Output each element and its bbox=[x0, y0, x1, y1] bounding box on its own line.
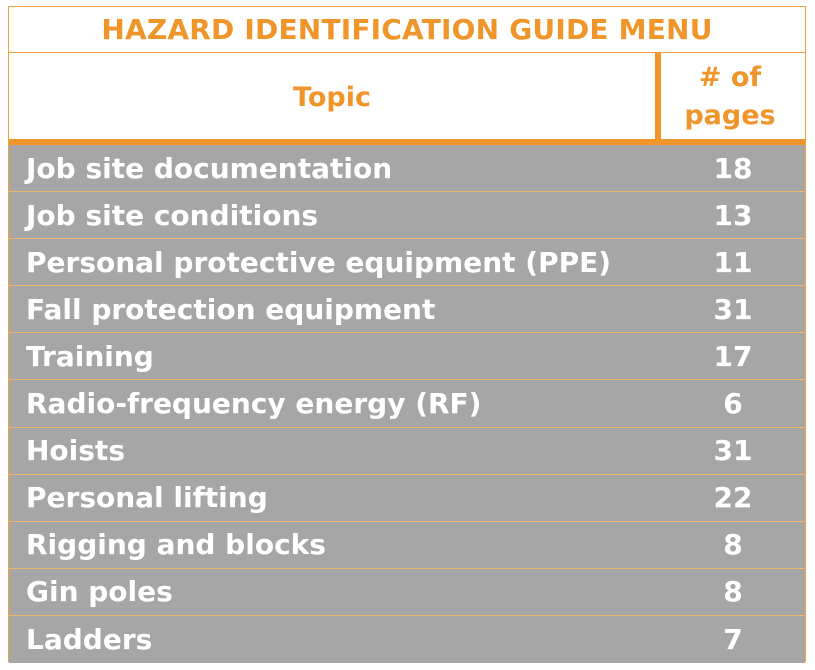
table-row bbox=[9, 569, 805, 616]
row-topic: Radio-frequency energy (RF) bbox=[26, 387, 482, 421]
table-row bbox=[9, 475, 805, 522]
table-row bbox=[9, 333, 805, 380]
table-row bbox=[9, 286, 805, 333]
row-pages: 22 bbox=[713, 481, 753, 515]
header-pages bbox=[655, 53, 805, 141]
row-pages: 8 bbox=[723, 528, 743, 562]
row-topic: Job site documentation bbox=[26, 151, 393, 185]
row-topic: Rigging and blocks bbox=[26, 528, 326, 562]
row-pages: 18 bbox=[713, 151, 753, 185]
row-pages: 6 bbox=[723, 387, 743, 421]
table-row bbox=[9, 239, 805, 286]
table-body bbox=[9, 145, 805, 663]
row-topic: Job site conditions bbox=[26, 198, 319, 232]
row-pages: 7 bbox=[723, 622, 743, 656]
row-pages: 17 bbox=[713, 339, 753, 373]
row-pages: 31 bbox=[713, 434, 753, 468]
row-pages: 31 bbox=[713, 292, 753, 326]
row-topic: Ladders bbox=[26, 622, 153, 656]
table-row bbox=[9, 616, 805, 663]
table-title: HAZARD IDENTIFICATION GUIDE MENU bbox=[9, 7, 805, 53]
row-pages: 13 bbox=[713, 198, 753, 232]
header-pages-line1: # of bbox=[698, 62, 762, 93]
row-topic: Personal lifting bbox=[26, 481, 268, 515]
table-row bbox=[9, 380, 805, 427]
row-pages: 8 bbox=[723, 575, 743, 609]
header-topic: Topic bbox=[293, 81, 371, 113]
table-row bbox=[9, 192, 805, 239]
row-topic: Training bbox=[26, 339, 154, 373]
header-pages-line2: pages bbox=[684, 100, 776, 131]
row-topic: Fall protection equipment bbox=[26, 292, 436, 326]
table-header bbox=[9, 53, 805, 141]
row-pages: 11 bbox=[713, 245, 753, 279]
row-topic: Hoists bbox=[26, 434, 125, 468]
table-row bbox=[9, 428, 805, 475]
table-row bbox=[9, 522, 805, 569]
table-row bbox=[9, 145, 805, 192]
row-topic: Gin poles bbox=[26, 575, 173, 609]
row-topic: Personal protective equipment (PPE) bbox=[26, 245, 612, 279]
hazard-guide-table bbox=[8, 6, 806, 662]
